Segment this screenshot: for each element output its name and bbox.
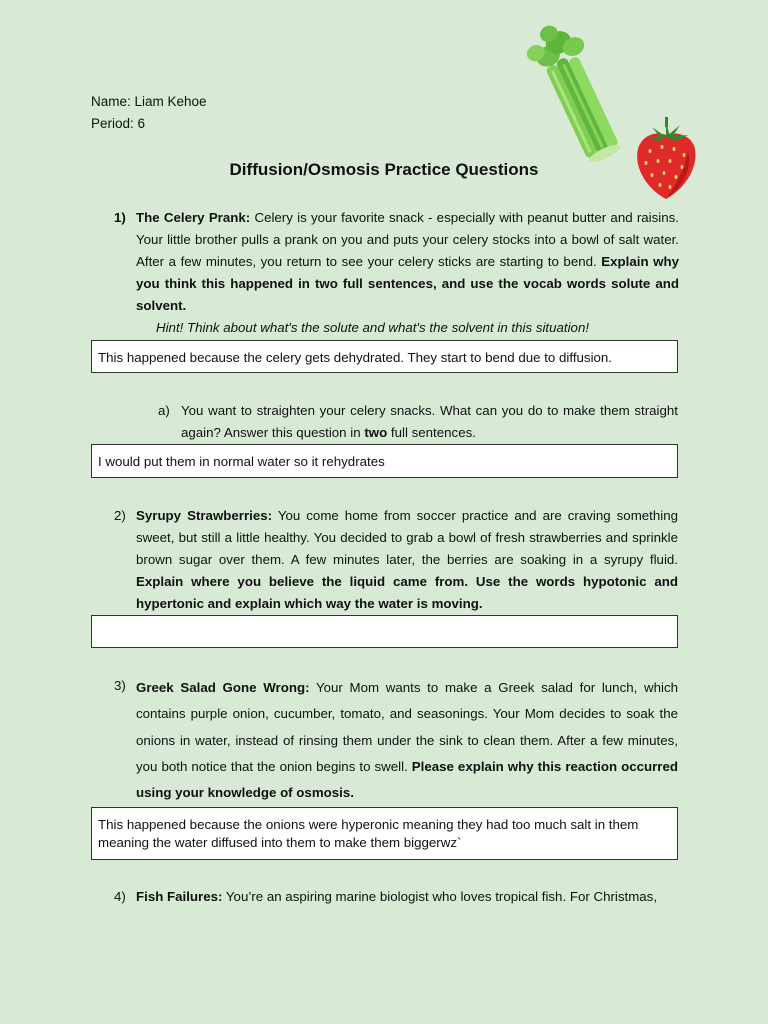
question-2-heading: Syrupy Strawberries:	[136, 508, 273, 523]
question-3-body: Your Mom wants to make a Greek salad for lunch, which contains purple onion, cucumber, tomato, and seasonings. Your Mom decides to soak the onions in water, instead of rinsing them under the sink to clean them. After a few minutes, you both notice that the onion begins to swell.	[136, 680, 678, 774]
student-name: Name: Liam Kehoe	[91, 94, 207, 109]
answer-box-3[interactable]: This happened because the onions were hyperonic meaning they had too much salt in them meaning the water diffused into them to make them biggerwz`	[91, 807, 678, 860]
question-1a-emphasis: two	[364, 425, 388, 440]
question-1	[136, 207, 679, 317]
question-3	[136, 675, 678, 806]
question-1a-number: a)	[158, 403, 170, 418]
question-1a-body-end: full sentences.	[387, 425, 476, 440]
question-1-number: 1)	[114, 210, 126, 225]
strawberry-icon	[630, 115, 702, 203]
question-2-instruction: Explain where you believe the liquid came from. Use the words hypotonic and hypertonic and explain which way the water is moving.	[136, 574, 678, 611]
question-1a-body: You want to straighten your celery snacks. What can you do to make them straight again? Answer this question in	[181, 403, 678, 440]
student-period: Period: 6	[91, 116, 146, 131]
question-1a	[181, 400, 678, 444]
question-4-body: You’re an aspiring marine biologist who loves tropical fish. For Christmas,	[222, 889, 658, 904]
question-1-hint: Hint! Think about what's the solute and what's the solvent in this situation!	[156, 320, 590, 335]
question-3-number: 3)	[114, 678, 126, 693]
question-2-body: You come home from soccer practice and are craving something sweet, but still a little healthy. You decided to grab a bowl of fresh strawberries and sprinkle brown sugar over them. A few minutes later, the berries are soaking in a syrupy fluid.	[136, 508, 678, 567]
question-4-number: 4)	[114, 889, 126, 904]
answer-box-1[interactable]: This happened because the celery gets dehydrated. They start to bend due to diffusion.	[91, 340, 678, 373]
question-3-instruction: Please explain why this reaction occurred using your knowledge of osmosis.	[136, 758, 678, 801]
question-2-number: 2)	[114, 508, 126, 523]
celery-icon	[525, 18, 625, 163]
question-3-heading: Greek Salad Gone Wrong:	[136, 680, 310, 695]
question-1-body: Celery is your favorite snack - especially with peanut butter and raisins. Your little brother pulls a prank on you and puts your celery stocks into a bowl of salt water. After a few minutes, you return to see your celery sticks are starting to bend.	[136, 210, 679, 269]
question-2	[136, 505, 678, 615]
question-4	[136, 886, 678, 908]
answer-box-2[interactable]	[91, 615, 678, 648]
question-4-heading: Fish Failures:	[136, 889, 223, 904]
page-title: Diffusion/Osmosis Practice Questions	[229, 160, 539, 179]
question-1-heading: The Celery Prank:	[136, 210, 251, 225]
answer-box-1a[interactable]: I would put them in normal water so it rehydrates	[91, 444, 678, 478]
question-1-instruction: Explain why you think this happened in two full sentences, and use the vocab words solute and solvent.	[136, 254, 679, 313]
